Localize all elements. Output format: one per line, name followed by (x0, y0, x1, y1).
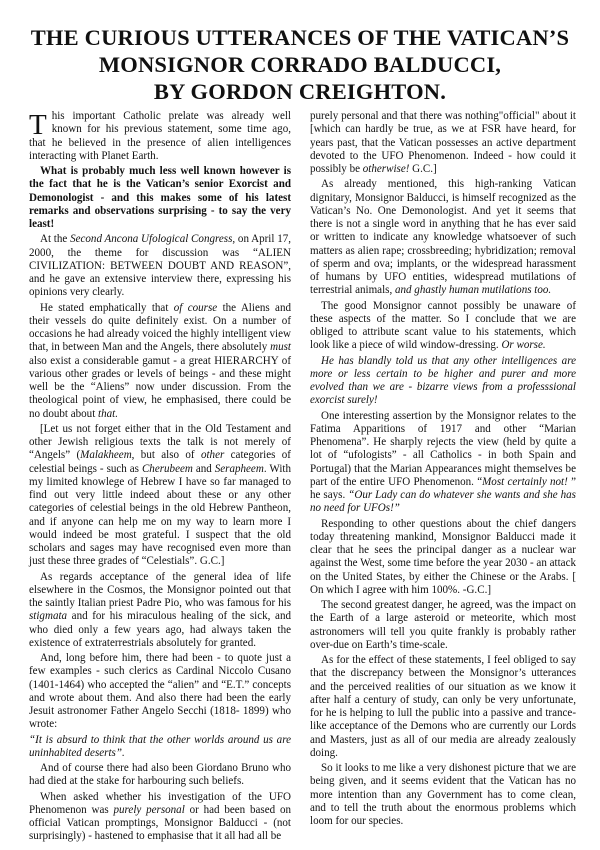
text-run: ” he says. (310, 475, 576, 501)
intro-text: his important Catholic prelate was already well known for his previous statement, some time ago, that he believed in the presence of alien intelligences interacting with Planet Earth. (29, 110, 291, 162)
left-column (29, 110, 291, 846)
paragraph-ancona (29, 233, 291, 299)
title-line-1: THE CURIOUS UTTERANCES OF THE VATICAN’S (30, 25, 570, 50)
text-run: categories of celestial beings - such as (29, 449, 291, 475)
italic-run: “Our Lady can do whatever she wants and she has no need for UFOs!” (310, 489, 576, 515)
text-run: When asked whether his investigation of the UFO Phenomenon was (29, 790, 291, 816)
paragraph-investigation (29, 791, 291, 844)
paragraph-dangers: Responding to other questions about the chief dangers today threatening mankind, Monsignor Balducci made it clear that he sees the principal danger as a nuclear war against the West, some time before the year 2030 - an attack on the United States, by either the Chinese or the Arabs. [ On which I agree with him 100%. -G.C.] (310, 517, 576, 596)
italic-run: Or worse. (501, 339, 546, 352)
text-run: and (192, 462, 215, 475)
text-run: He stated emphatically that (40, 301, 174, 314)
italic-run: Second Ancona Ufological Congress, (70, 233, 236, 246)
title-line-3: BY GORDON CREIGHTON. (153, 79, 447, 104)
right-column (310, 110, 576, 830)
paragraph-demonologist (310, 178, 576, 297)
text-run: At the (40, 233, 71, 246)
paragraph-window-dressing (310, 300, 576, 353)
quote-secchi: “It is absurd to think that the other worlds around us are uninhabited deserts”. (29, 733, 291, 759)
text-run: As already mentioned, this high-ranking Vatican dignitary, Monsignor Balducci, is himself recognized as the Vatican’s No. One Demonologist. And yet it seems that there is not a single word in anything that he has ever said or written to indicate any knowledge whatsoever of such matters as alien rape; crossbreeding; hybridization; removal of sperm and ova; implants, or the widespread harassment of humans by UFO entities, widespread mutilations of terrestrial animals, (310, 178, 576, 297)
italic-run: Cherubeem (141, 462, 193, 475)
paragraph-aliens-exist (29, 302, 291, 421)
text-run: on April 17, 2000, the theme for discussion was “ALIEN CIVILIZATION: BETWEEN DOUBT AND REASON”, and he gave an extensive interview there, expressing his opinions very clearly. (29, 233, 292, 299)
text-run: or had been based on official Vatican promptings, Monsignor Balducci - (not surprisingly) - hastened to emphasise that it all had all be (29, 803, 291, 843)
paragraph-asteroid: The second greatest danger, he agreed, was the impact on the Earth of a large asteroid or meteorite, which most astronomers will tell you quite frankly is probably rather over-due on Earth’s time-scale. (310, 599, 576, 651)
italic-run: must (270, 341, 291, 354)
italic-run: stigmata (29, 610, 68, 623)
paragraph-padre-pio (29, 571, 291, 651)
paragraph-hebrew (29, 423, 291, 569)
paragraph-bruno: And of course there had also been Giordano Bruno who had died at the stake for harbouring such beliefs. (29, 762, 291, 788)
text-run: purely personal and that there was nothing"official" about it [which can hardly be true, as we at FSR have heard, for years past, that the Vatican possesses an active department devoted to the UFO Phenomenon. Indeed - how could it possibly be (310, 110, 576, 175)
paragraph-clerics: And, long before him, there had been - to quote just a few examples - such clerics as Cardinal Niccolo Cusano (1401-1464) who accepted the “alien” and “E.T.” concepts and wrote about them. And also there had been the early Jesuit astronomer Father Angelo Secchi (1818- 1899) who wrote: (29, 652, 291, 731)
italic-run: and ghastly human mutilations too. (394, 284, 552, 297)
italic-run: Most certainly not! (482, 475, 568, 488)
italic-run: purely personal (113, 803, 185, 816)
paragraph-fatima (310, 410, 576, 516)
paragraph-discrepancy: As for the effect of these statements, I feel obliged to say that the discrepancy between the Monsignor’s utterances and the perceived realities of our situation as we know it after half a century of study, can only be very unfortunate, for he is helping to lull the public into a passive and trance-like acceptance of the Demons who are currently our Lords and Masters, just as all of our media are already zealously doing. (310, 654, 576, 759)
title-line-2: MONSIGNOR CORRADO BALDUCCI, (98, 52, 502, 77)
text-run: As regards acceptance of the general idea of life elsewhere in the Cosmos, the Monsignor pointed out that the saintly Italian priest Padre Pio, who was famous for his (29, 570, 291, 609)
italic-run: Malakheem (80, 449, 132, 462)
article-title (20, 24, 580, 105)
paragraph-bold-lead: What is probably much less well known however is the fact that he is the Vatican’s senior Exorcist and Demonologist - and this makes some of his latest remarks and observations surprising - to say the very least! (29, 165, 291, 230)
paragraph-intro (29, 110, 291, 163)
text-run: and for his miraculous healing of the sick, and who died only a few years ago, had always taken the existence of extraterrestrials absolutely for granted. (29, 610, 291, 649)
text-run: The good Monsignor cannot possibly be unaware of these aspects of the matter. So I conclude that we are obliged to attribute scant value to his statements, which look like a piece of wild window-dressing. (310, 299, 576, 352)
paragraph-conclusion: So it looks to me like a very dishonest picture that we are being given, and it seems evident that the Vatican has no more intention than any Government has to come clean, and to tell the truth about the enormous problems which loom for our species. (310, 762, 576, 827)
paragraph-bizarre-views: He has blandly told us that any other intelligences are more or less certain to be higher and purer and more evolved than we are - bizarre views from a professsional exorcist surely! (310, 354, 576, 407)
italic-run: that. (98, 407, 118, 420)
italic-run: otherwise! (362, 163, 410, 175)
paragraph-continued (310, 110, 576, 176)
italic-run: other (200, 449, 225, 462)
italic-run: Serapheem (214, 462, 264, 475)
text-run: also exist a considerable gamut - a great HIERARCHY of various other grades or levels of beings - and these might well be the “Aliens” now under discussion. From the theological point of view, he emphasised, there could be no doubt about (29, 354, 291, 420)
drop-cap: T (29, 109, 47, 141)
text-run: [Let us not forget either that in the Old Testament and other Jewish religious texts the talk is not merely of “Angels” ( (29, 422, 291, 462)
text-run: . With my limited knowlege of Hebrew I have so far managed to find out very little indeed about these or any other categories of celestial beings in the old Hebrew Pantheon, and if anyone can help me on my way to learn more I would indeed be most grateful. I suspect that the old scholars and sages may have recognised even more than just these three grades of “Celestials”. G.C.] (29, 462, 291, 568)
italic-run: of course (173, 301, 218, 314)
text-run: G.C.] (409, 163, 437, 175)
text-run: the Aliens and their vessels do quite definitely exist. On a number of occasions he had already voiced the highly intelligent view that, in between Man and the Angels, there absolutely (29, 301, 291, 354)
text-run: , but also of (131, 449, 201, 462)
text-run: One interesting assertion by the Monsignor relates to the Fatima Apparitions of 1917 and other “Marian Phenomena”. He sharply rejects the view (held by quite a lot of “ufologists” - all Catholics - in both Spain and Portugal) that the Marian Appearances might themselves be part of the entire UFO Phenomenon. “ (310, 409, 576, 488)
